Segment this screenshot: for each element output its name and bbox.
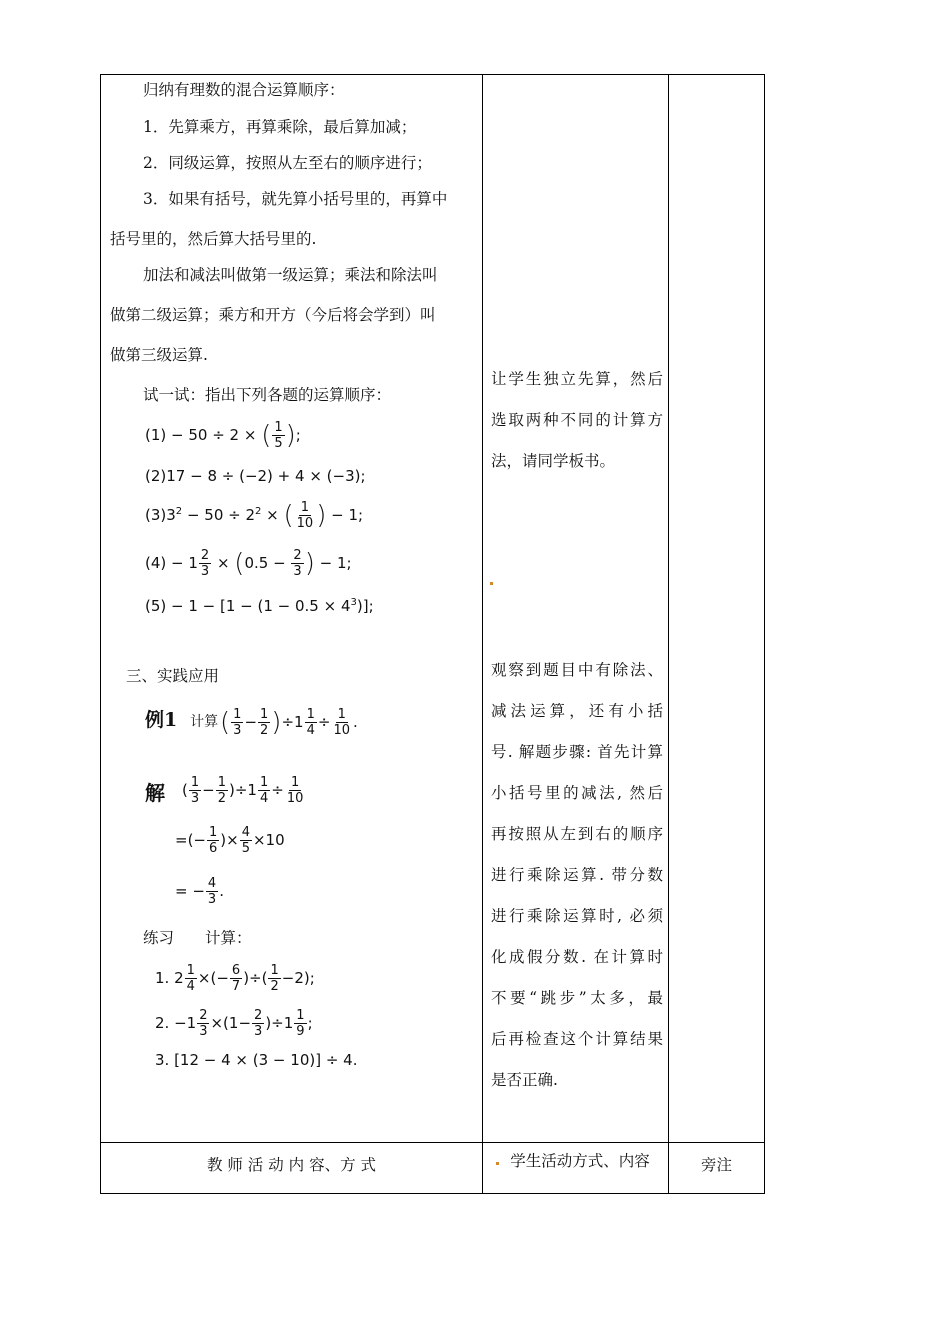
example-expression: ( $\frac{1}{3}$ − $\frac{1}{2}$ )÷1 $\frac{1}{4}$ ÷ $\frac{1}{10}$ . xyxy=(220,707,358,738)
rule-1: 1．先算乘方，再算乘除，最后算加减； xyxy=(143,118,417,136)
example-label: 例1 xyxy=(145,709,178,731)
practice-title: 练习 计算： xyxy=(143,929,252,947)
rule-3: 3．如果有括号，就先算小括号里的，再算中 xyxy=(143,190,448,208)
table-border-left xyxy=(100,74,101,1194)
rule-3-cont: 括号里的，然后算大括号里的. xyxy=(110,230,317,248)
levels-line-1: 加法和减法叫做第一级运算；乘法和除法叫 xyxy=(143,266,438,284)
note2-line-8: 化成假分数. 在计算时 xyxy=(491,948,663,966)
table-border-right xyxy=(764,74,765,1194)
try-expr-5: $(5) - 1 - [1 - (1 - 0.5 \times 4^3)]$; xyxy=(145,597,374,615)
practice-1: 1. 2 $\frac{1}{4}$ ×(− $\frac{6}{7}$ )÷( $\frac{1}{2}$ −2); xyxy=(155,963,315,994)
orange-dot-1 xyxy=(490,582,493,585)
orange-dot-2 xyxy=(496,1162,499,1165)
note2-line-11: 是否正确. xyxy=(491,1071,558,1089)
section-3-title: 三、实践应用 xyxy=(126,667,220,685)
practice-3: 3. [12 − 4 × (3 − 10)] ÷ 4. xyxy=(155,1051,358,1069)
note2-line-6: 进行乘除运算. 带分数 xyxy=(491,866,663,884)
footer-side-header: 旁注 xyxy=(700,1156,732,1174)
footer-teacher-header: 教 师 活 动 内 容、方 式 xyxy=(206,1156,377,1174)
note2-line-9: 不要“跳步”太多，最 xyxy=(491,989,663,1007)
example-text: 计算 xyxy=(190,714,219,730)
rule-2: 2．同级运算，按照从左至右的顺序进行； xyxy=(143,154,432,172)
table-divider-2 xyxy=(668,74,669,1194)
table-border-top xyxy=(100,74,765,75)
try-expr-4: (4) − 1 $\frac{2}{3}$ × (0.5 − $\frac{2}{3}$ ) − 1; xyxy=(145,548,352,579)
try-title: 试一试：指出下列各题的运算顺序： xyxy=(143,386,392,404)
table-row-divider xyxy=(100,1142,765,1143)
note2-line-10: 后再检查这个计算结果 xyxy=(491,1030,663,1048)
summary-title: 归纳有理数的混合运算顺序： xyxy=(143,81,345,99)
table-divider-1 xyxy=(482,74,483,1194)
note1-line-2: 选取两种不同的计算方 xyxy=(491,411,663,429)
try-expr-2: (2)17 − 8 ÷ (−2) + 4 × (−3); xyxy=(145,467,366,485)
solution-label: 解 xyxy=(145,781,165,805)
try-expr-3: $(3)3^2 - 50 \div 2^2$ × ( $\frac{1}{10}$ ) − 1; xyxy=(145,500,364,531)
levels-line-3: 做第三级运算. xyxy=(110,346,208,364)
try-expr-1: (1) − 50 ÷ 2 × ( $\frac{1}{5}$ ); xyxy=(145,420,301,451)
note2-line-2: 减法运算，还有小括 xyxy=(491,702,663,720)
solution-step-1: ( $\frac{1}{3}$ − $\frac{1}{2}$ )÷1 $\frac{1}{4}$ ÷ $\frac{1}{10}$ xyxy=(182,775,304,806)
solution-step-3: = − $\frac{4}{3}$ . xyxy=(175,876,224,907)
levels-line-2: 做第二级运算；乘方和开方（今后将会学到）叫 xyxy=(110,306,436,324)
note2-line-1: 观察到题目中有除法、 xyxy=(491,661,663,679)
note2-line-5: 再按照从左到右的顺序 xyxy=(491,825,663,843)
table-border-bottom xyxy=(100,1193,765,1194)
practice-2: 2. −1 $\frac{2}{3}$ ×(1− $\frac{2}{3}$ )÷1 $\frac{1}{9}$ ; xyxy=(155,1008,313,1039)
note1-line-1: 让学生独立先算，然后 xyxy=(491,370,663,388)
note2-line-3: 号. 解题步骤: 首先计算 xyxy=(491,743,663,761)
example-1 xyxy=(145,710,218,732)
solution-step-2: =(− $\frac{1}{6}$ )× $\frac{4}{5}$ ×10 xyxy=(175,825,285,856)
footer-student-header: 学生活动方式、内容 xyxy=(510,1152,650,1170)
note2-line-7: 进行乘除运算时, 必须 xyxy=(491,907,663,925)
note1-line-3: 法，请同学板书。 xyxy=(491,452,616,470)
note2-line-4: 小括号里的减法, 然后 xyxy=(491,784,663,802)
